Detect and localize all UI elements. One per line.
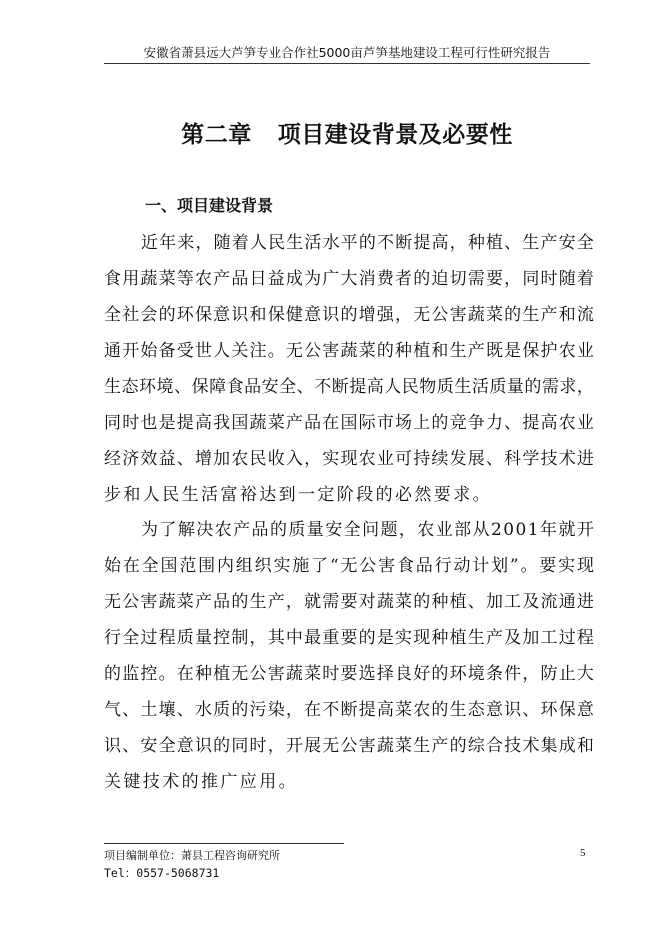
text-line: 始 在 全 国 范 围 内 组 织 实 施 了 “ 无 公 害 食 品 行 动 计 划 ” 。 要 实 现	[104, 556, 594, 576]
chapter-number: 第二章	[181, 121, 252, 148]
footer-telephone: Tel：0557-5068731	[104, 866, 220, 880]
text-line: 生 态 环 境 、 保 障 食 品 安 全 、 不 断 提 高 人 民 物 质 生 活 质 量 的 需 求 ，	[104, 377, 594, 397]
running-header: 安徽省萧县远大芦笋专业合作社5000亩芦笋基地建设工程可行性研究报告	[104, 45, 590, 64]
section-heading: 一、项目建设背景	[145, 196, 274, 215]
text-line: 的 监 控 。 在 种 植 无 公 害 蔬 菜 时 要 选 择 良 好 的 环 境 条 件 ， 防 止 大	[104, 664, 594, 684]
chapter-heading: 项目建设背景及必要性	[277, 121, 513, 148]
text-line: 关键技术的推广应用。	[104, 772, 298, 792]
footer-organization: 项目编制单位：萧县工程咨询研究所	[104, 849, 280, 862]
text-line: 食 用 蔬 菜 等 农 产 品 日 益 成 为 广 大 消 费 者 的 迫 切 需 要 ， 同 时 随 着	[104, 269, 594, 289]
text-line: 通 开 始 备 受 世 人 关 注 。 无 公 害 蔬 菜 的 种 植 和 生 产 既 是 保 护 农 业	[104, 341, 594, 361]
text-line: 无 公 害 蔬 菜 产 品 的 生 产 ， 就 需 要 对 蔬 菜 的 种 植 、 加 工 及 流 通 进	[104, 592, 594, 612]
footer-divider	[104, 843, 344, 844]
page-number: 5	[580, 847, 586, 859]
text-line: 为 了 解 决 农 产 品 的 质 量 安 全 问 题 ， 农 业 部 从 2 0 0 1 年 就 开	[141, 520, 594, 540]
text-line: 气 、 土 壤 、 水 质 的 污 染 ， 在 不 断 提 高 菜 农 的 生 态 意 识 、 环 保 意	[104, 700, 594, 720]
text-line: 全 社 会 的 环 保 意 识 和 保 健 意 识 的 增 强 ， 无 公 害 蔬 菜 的 生 产 和 流	[104, 305, 594, 325]
text-line: 识 、 安 全 意 识 的 同 时 ， 开 展 无 公 害 蔬 菜 生 产 的 综 合 技 术 集 成 和	[104, 736, 594, 756]
chapter-title	[104, 118, 590, 152]
text-line: 行 全 过 程 质 量 控 制 ， 其 中 最 重 要 的 是 实 现 种 植 生 产 及 加 工 过 程	[104, 628, 594, 648]
text-line: 经 济 效 益 、 增 加 农 民 收 入 ， 实 现 农 业 可 持 续 发 展 、 科 学 技 术 进	[104, 449, 594, 469]
text-line: 步和人民生活富裕达到一定阶段的必然要求。	[104, 485, 492, 505]
text-line: 近 年 来 ， 随 着 人 民 生 活 水 平 的 不 断 提 高 ， 种 植 、 生 产 安 全	[141, 233, 594, 253]
text-line: 同 时 也 是 提 高 我 国 蔬 菜 产 品 在 国 际 市 场 上 的 竞 争 力 、 提 高 农 业	[104, 413, 594, 433]
